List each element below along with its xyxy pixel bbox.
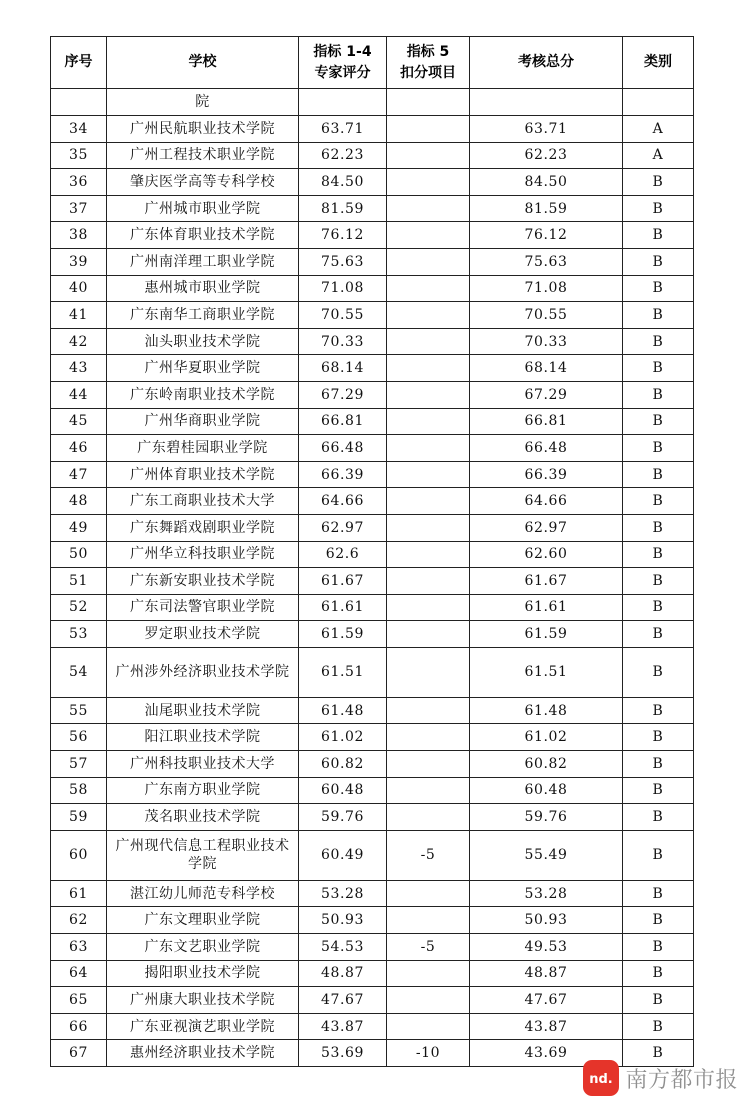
table-row — [51, 89, 694, 116]
cell-total: 61.02 — [470, 724, 623, 751]
cell-school: 院 — [107, 89, 299, 116]
cell-deduction — [387, 1013, 470, 1040]
cell-expert-score: 76.12 — [299, 222, 387, 249]
cell-deduction — [387, 880, 470, 907]
cell-total: 62.23 — [470, 142, 623, 169]
cell-expert-score: 60.82 — [299, 751, 387, 778]
cell-total: 71.08 — [470, 275, 623, 302]
cell-expert-score: 66.48 — [299, 435, 387, 462]
cell-total: 55.49 — [470, 830, 623, 880]
cell-total: 70.33 — [470, 328, 623, 355]
cell-category: B — [623, 568, 694, 595]
cell-category: B — [623, 751, 694, 778]
cell-index: 59 — [51, 804, 107, 831]
cell-school: 广东司法警官职业学院 — [107, 594, 299, 621]
cell-expert-score: 61.02 — [299, 724, 387, 751]
cell-category: B — [623, 830, 694, 880]
cell-deduction — [387, 248, 470, 275]
cell-expert-score: 70.33 — [299, 328, 387, 355]
cell-deduction — [387, 907, 470, 934]
cell-total: 61.61 — [470, 594, 623, 621]
cell-index: 66 — [51, 1013, 107, 1040]
cell-index: 42 — [51, 328, 107, 355]
cell-deduction — [387, 302, 470, 329]
cell-index: 52 — [51, 594, 107, 621]
cell-total: 43.87 — [470, 1013, 623, 1040]
cell-expert-score: 61.51 — [299, 647, 387, 697]
table-header — [51, 37, 694, 89]
cell-index: 39 — [51, 248, 107, 275]
cell-deduction — [387, 435, 470, 462]
cell-school: 广州涉外经济职业技术学院 — [107, 647, 299, 697]
cell-expert-score: 61.61 — [299, 594, 387, 621]
cell-index: 55 — [51, 697, 107, 724]
table-row — [51, 355, 694, 382]
cell-category: B — [623, 960, 694, 987]
table-row — [51, 830, 694, 880]
cell-index: 48 — [51, 488, 107, 515]
table-row — [51, 594, 694, 621]
cell-category: B — [623, 302, 694, 329]
cell-category: B — [623, 594, 694, 621]
cell-deduction — [387, 89, 470, 116]
cell-index: 62 — [51, 907, 107, 934]
cell-index: 61 — [51, 880, 107, 907]
cell-expert-score: 71.08 — [299, 275, 387, 302]
cell-expert-score: 47.67 — [299, 987, 387, 1014]
cell-school: 广东体育职业技术学院 — [107, 222, 299, 249]
cell-index: 41 — [51, 302, 107, 329]
cell-school: 阳江职业技术学院 — [107, 724, 299, 751]
header-deduct-line2: 扣分项目 — [400, 64, 456, 81]
cell-deduction — [387, 514, 470, 541]
cell-school: 广东亚视演艺职业学院 — [107, 1013, 299, 1040]
table-row — [51, 248, 694, 275]
cell-school: 茂名职业技术学院 — [107, 804, 299, 831]
header-row — [51, 37, 694, 89]
cell-expert-score: 61.67 — [299, 568, 387, 595]
cell-total: 61.51 — [470, 647, 623, 697]
table-row — [51, 647, 694, 697]
cell-category: B — [623, 355, 694, 382]
cell-school: 广东工商职业技术大学 — [107, 488, 299, 515]
cell-expert-score: 81.59 — [299, 195, 387, 222]
cell-index: 47 — [51, 461, 107, 488]
cell-school: 广东新安职业技术学院 — [107, 568, 299, 595]
cell-expert-score: 59.76 — [299, 804, 387, 831]
cell-category: B — [623, 724, 694, 751]
cell-index: 51 — [51, 568, 107, 595]
cell-category: B — [623, 880, 694, 907]
cell-category: B — [623, 777, 694, 804]
cell-deduction — [387, 568, 470, 595]
cell-expert-score: 70.55 — [299, 302, 387, 329]
cell-total: 60.82 — [470, 751, 623, 778]
table-row — [51, 1013, 694, 1040]
cell-deduction — [387, 408, 470, 435]
cell-total: 59.76 — [470, 804, 623, 831]
cell-deduction — [387, 461, 470, 488]
header-total: 考核总分 — [470, 37, 623, 89]
cell-expert-score: 62.6 — [299, 541, 387, 568]
cell-category: B — [623, 195, 694, 222]
cell-category: B — [623, 541, 694, 568]
cell-expert-score: 61.59 — [299, 621, 387, 648]
header-category: 类别 — [623, 37, 694, 89]
cell-total: 67.29 — [470, 381, 623, 408]
table-row — [51, 568, 694, 595]
cell-expert-score: 61.48 — [299, 697, 387, 724]
cell-school: 广东碧桂园职业学院 — [107, 435, 299, 462]
cell-expert-score: 66.39 — [299, 461, 387, 488]
table-row — [51, 116, 694, 143]
cell-deduction — [387, 381, 470, 408]
table-row — [51, 381, 694, 408]
table-row — [51, 514, 694, 541]
cell-school: 肇庆医学高等专科学校 — [107, 169, 299, 196]
cell-deduction — [387, 804, 470, 831]
cell-school: 广东文理职业学院 — [107, 907, 299, 934]
cell-deduction — [387, 142, 470, 169]
cell-index: 58 — [51, 777, 107, 804]
cell-school: 广州康大职业技术学院 — [107, 987, 299, 1014]
cell-category: B — [623, 248, 694, 275]
cell-category: B — [623, 222, 694, 249]
cell-category: B — [623, 328, 694, 355]
cell-category: B — [623, 488, 694, 515]
header-school: 学校 — [107, 37, 299, 89]
cell-deduction — [387, 222, 470, 249]
cell-school: 罗定职业技术学院 — [107, 621, 299, 648]
table-row — [51, 222, 694, 249]
cell-index: 44 — [51, 381, 107, 408]
table-row — [51, 621, 694, 648]
cell-total: 61.48 — [470, 697, 623, 724]
cell-category: A — [623, 116, 694, 143]
header-index: 序号 — [51, 37, 107, 89]
cell-category: B — [623, 697, 694, 724]
table-row — [51, 488, 694, 515]
table-row — [51, 697, 694, 724]
cell-school: 广州现代信息工程职业技术学院 — [107, 830, 299, 880]
cell-category: B — [623, 1013, 694, 1040]
table-row — [51, 907, 694, 934]
table-row — [51, 328, 694, 355]
header-deduction — [387, 37, 470, 89]
cell-index: 67 — [51, 1040, 107, 1067]
cell-category: B — [623, 804, 694, 831]
cell-deduction — [387, 116, 470, 143]
cell-deduction — [387, 777, 470, 804]
cell-category: B — [623, 461, 694, 488]
cell-total: 76.12 — [470, 222, 623, 249]
cell-index: 65 — [51, 987, 107, 1014]
cell-total: 66.81 — [470, 408, 623, 435]
cell-expert-score: 60.49 — [299, 830, 387, 880]
cell-school: 广东南华工商职业学院 — [107, 302, 299, 329]
cell-category: B — [623, 408, 694, 435]
cell-deduction — [387, 355, 470, 382]
cell-expert-score: 48.87 — [299, 960, 387, 987]
header-expert-score — [299, 37, 387, 89]
cell-category: B — [623, 647, 694, 697]
table-row — [51, 275, 694, 302]
cell-category: B — [623, 275, 694, 302]
table-row — [51, 724, 694, 751]
table-row — [51, 541, 694, 568]
header-expert-line2: 专家评分 — [314, 64, 371, 81]
cell-total: 43.69 — [470, 1040, 623, 1067]
cell-index: 46 — [51, 435, 107, 462]
table-body — [51, 89, 694, 1067]
table-row — [51, 804, 694, 831]
cell-deduction — [387, 195, 470, 222]
cell-category: B — [623, 1040, 694, 1067]
cell-total: 49.53 — [470, 934, 623, 961]
cell-school: 广州工程技术职业学院 — [107, 142, 299, 169]
cell-school: 惠州经济职业技术学院 — [107, 1040, 299, 1067]
cell-deduction — [387, 647, 470, 697]
table-row — [51, 169, 694, 196]
cell-school: 广州华立科技职业学院 — [107, 541, 299, 568]
cell-deduction — [387, 987, 470, 1014]
cell-index: 60 — [51, 830, 107, 880]
cell-total: 81.59 — [470, 195, 623, 222]
cell-category: B — [623, 514, 694, 541]
table-row — [51, 461, 694, 488]
cell-total: 62.97 — [470, 514, 623, 541]
cell-index — [51, 89, 107, 116]
cell-total: 66.48 — [470, 435, 623, 462]
cell-deduction — [387, 169, 470, 196]
cell-deduction: -10 — [387, 1040, 470, 1067]
cell-index: 40 — [51, 275, 107, 302]
table-row — [51, 751, 694, 778]
cell-expert-score: 53.28 — [299, 880, 387, 907]
table-row — [51, 195, 694, 222]
cell-deduction — [387, 594, 470, 621]
table-row — [51, 302, 694, 329]
cell-expert-score: 62.97 — [299, 514, 387, 541]
cell-index: 37 — [51, 195, 107, 222]
cell-index: 35 — [51, 142, 107, 169]
cell-school: 广东南方职业学院 — [107, 777, 299, 804]
table-row — [51, 934, 694, 961]
cell-deduction — [387, 751, 470, 778]
cell-total: 84.50 — [470, 169, 623, 196]
table-row — [51, 408, 694, 435]
cell-school: 湛江幼儿师范专科学校 — [107, 880, 299, 907]
cell-school: 广州科技职业技术大学 — [107, 751, 299, 778]
cell-total: 48.87 — [470, 960, 623, 987]
cell-total: 61.59 — [470, 621, 623, 648]
cell-school: 惠州城市职业学院 — [107, 275, 299, 302]
cell-category: A — [623, 142, 694, 169]
cell-total — [470, 89, 623, 116]
cell-category: B — [623, 987, 694, 1014]
cell-index: 36 — [51, 169, 107, 196]
cell-index: 54 — [51, 647, 107, 697]
cell-total: 68.14 — [470, 355, 623, 382]
cell-deduction: -5 — [387, 934, 470, 961]
cell-index: 56 — [51, 724, 107, 751]
cell-deduction — [387, 697, 470, 724]
watermark-text: 南方都市报 — [625, 1067, 738, 1093]
cell-deduction — [387, 275, 470, 302]
cell-deduction — [387, 621, 470, 648]
cell-deduction — [387, 541, 470, 568]
table-row — [51, 960, 694, 987]
cell-index: 53 — [51, 621, 107, 648]
cell-school: 广州民航职业技术学院 — [107, 116, 299, 143]
cell-school: 广州南洋理工职业学院 — [107, 248, 299, 275]
cell-expert-score: 68.14 — [299, 355, 387, 382]
cell-total: 64.66 — [470, 488, 623, 515]
cell-school: 广州城市职业学院 — [107, 195, 299, 222]
score-table — [50, 36, 694, 1067]
cell-category: B — [623, 169, 694, 196]
cell-expert-score — [299, 89, 387, 116]
cell-index: 43 — [51, 355, 107, 382]
cell-category — [623, 89, 694, 116]
cell-total: 50.93 — [470, 907, 623, 934]
cell-index: 49 — [51, 514, 107, 541]
table-row — [51, 777, 694, 804]
table-row — [51, 435, 694, 462]
cell-category: B — [623, 381, 694, 408]
cell-total: 75.63 — [470, 248, 623, 275]
cell-total: 63.71 — [470, 116, 623, 143]
cell-total: 47.67 — [470, 987, 623, 1014]
cell-total: 60.48 — [470, 777, 623, 804]
cell-index: 57 — [51, 751, 107, 778]
cell-total: 62.60 — [470, 541, 623, 568]
cell-expert-score: 75.63 — [299, 248, 387, 275]
header-expert-line1: 指标 1-4 — [313, 43, 372, 60]
watermark — [583, 1060, 738, 1096]
cell-expert-score: 84.50 — [299, 169, 387, 196]
cell-total: 61.67 — [470, 568, 623, 595]
cell-category: B — [623, 934, 694, 961]
cell-school: 广州华商职业学院 — [107, 408, 299, 435]
cell-school: 广东舞蹈戏剧职业学院 — [107, 514, 299, 541]
cell-total: 53.28 — [470, 880, 623, 907]
cell-expert-score: 54.53 — [299, 934, 387, 961]
cell-index: 63 — [51, 934, 107, 961]
table-row — [51, 880, 694, 907]
cell-index: 38 — [51, 222, 107, 249]
cell-expert-score: 43.87 — [299, 1013, 387, 1040]
cell-school: 汕头职业技术学院 — [107, 328, 299, 355]
cell-index: 34 — [51, 116, 107, 143]
cell-expert-score: 62.23 — [299, 142, 387, 169]
cell-category: B — [623, 435, 694, 462]
cell-expert-score: 67.29 — [299, 381, 387, 408]
cell-deduction — [387, 488, 470, 515]
cell-expert-score: 64.66 — [299, 488, 387, 515]
cell-expert-score: 66.81 — [299, 408, 387, 435]
cell-expert-score: 63.71 — [299, 116, 387, 143]
cell-school: 揭阳职业技术学院 — [107, 960, 299, 987]
cell-expert-score: 53.69 — [299, 1040, 387, 1067]
cell-total: 70.55 — [470, 302, 623, 329]
logo-lettering — [586, 1068, 616, 1088]
cell-school: 汕尾职业技术学院 — [107, 697, 299, 724]
cell-deduction — [387, 328, 470, 355]
cell-index: 50 — [51, 541, 107, 568]
table-row — [51, 987, 694, 1014]
cell-deduction: -5 — [387, 830, 470, 880]
cell-school: 广州华夏职业学院 — [107, 355, 299, 382]
cell-school: 广东文艺职业学院 — [107, 934, 299, 961]
cell-deduction — [387, 724, 470, 751]
cell-expert-score: 50.93 — [299, 907, 387, 934]
cell-expert-score: 60.48 — [299, 777, 387, 804]
table-row — [51, 142, 694, 169]
cell-school: 广州体育职业技术学院 — [107, 461, 299, 488]
newspaper-logo-icon — [583, 1060, 619, 1096]
cell-index: 64 — [51, 960, 107, 987]
cell-index: 45 — [51, 408, 107, 435]
cell-total: 66.39 — [470, 461, 623, 488]
header-deduct-line1: 指标 5 — [406, 43, 450, 60]
cell-school: 广东岭南职业技术学院 — [107, 381, 299, 408]
cell-deduction — [387, 960, 470, 987]
cell-category: B — [623, 907, 694, 934]
svg-text:nd.: nd. — [589, 1072, 614, 1087]
cell-category: B — [623, 621, 694, 648]
